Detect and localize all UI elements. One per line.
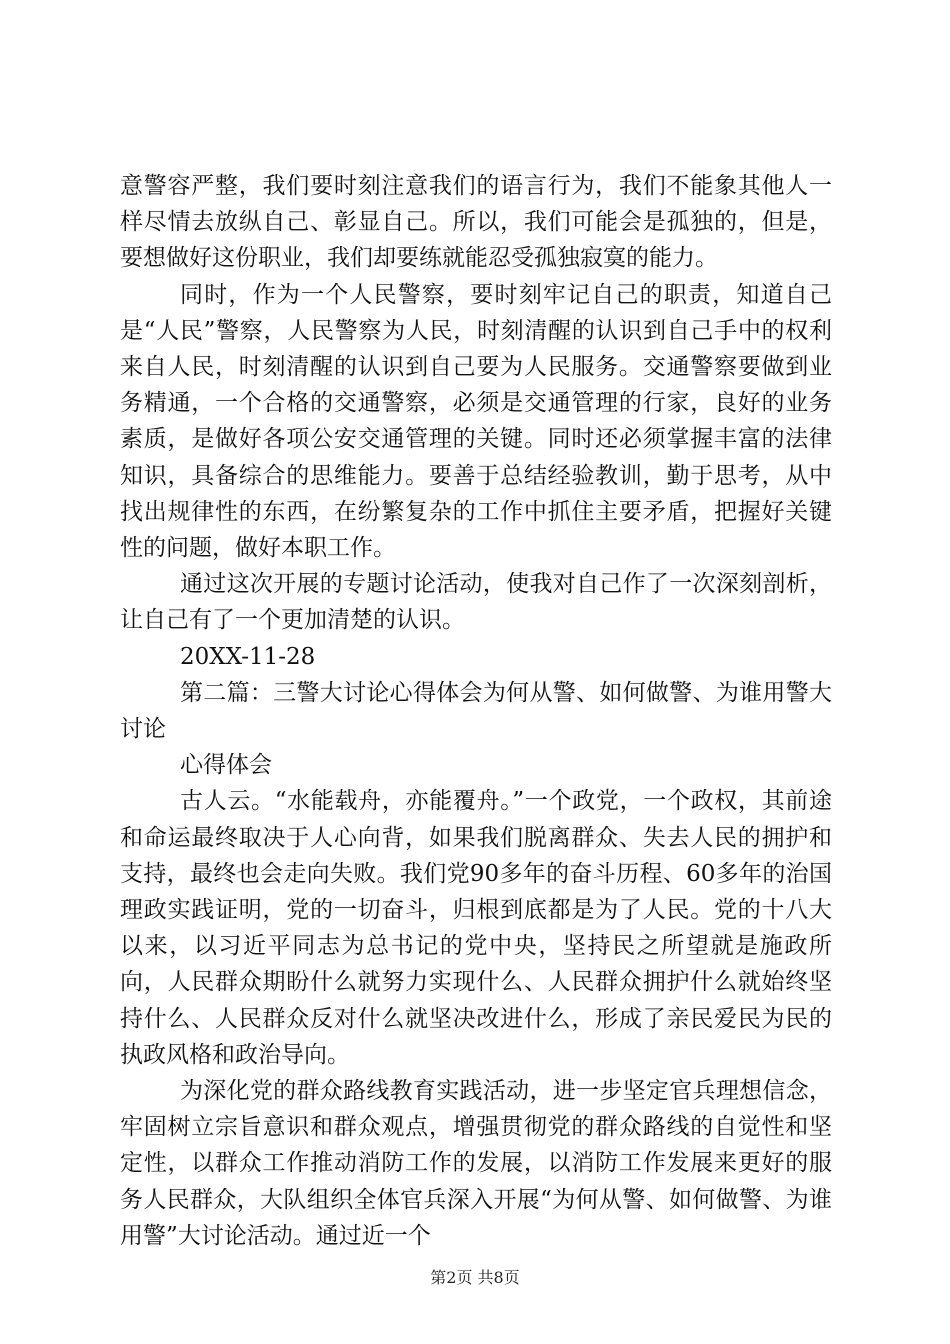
- paragraph-conclusion: 通过这次开展的专题讨论活动，使我对自己作了一次深刻剖析，让自己有了一个更加清楚的认识。: [120, 571, 832, 634]
- date-line: 20XX-11-28: [180, 643, 316, 670]
- paragraph-duty: 同时，作为一个人民警察，要时刻牢记自己的职责，知道自己是“人民”警察，人民警察为人民，时刻清醒的认识到自己手中的权利来自人民，时刻清醒的认识到自己要为人民服务。交通警察要做到业务精通，一个合格的交通警察，必须是交通管理的行家，良好的业务素质，是做好各项公安交通管理的关键。同时还必须掌握丰富的法律知识，具备综合的思维能力。要善于总结经验教训，勤于思考，从中找出规律性的东西，在纷繁复杂的工作中抓住主要矛盾，把握好关键性的问题，做好本职工作。: [120, 281, 832, 562]
- paragraph-activity: 为深化党的群众路线教育实践活动，进一步坚定官兵理想信念，牢固树立宗旨意识和群众观点，增强贯彻党的群众路线的自觉性和坚定性，以群众工作推动消防工作的发展，以消防工作发展来更好的服务人民群众，大队组织全体官兵深入开展“为何从警、如何做警、为谁用警”大讨论活动。通过近一个: [120, 1078, 832, 1249]
- paragraph-continued: 意警容严整，我们要时刻注意我们的语言行为，我们不能象其他人一样尽情去放纵自己、彰显自己。所以，我们可能会是孤独的，但是，要想做好这份职业，我们却要练就能忍受孤独寂寞的能力。: [120, 173, 832, 272]
- second-article-subtitle: 心得体会: [180, 752, 272, 779]
- second-article-title: 第二篇：三警大讨论心得体会为何从警、如何做警、为谁用警大讨论: [120, 679, 832, 743]
- paragraph-ancients: 古人云。“水能载舟，亦能覆舟。”一个政党，一个政权，其前途和命运最终取决于人心向背，如果我们脱离群众、失去人民的拥护和支持，最终也会走向失败。我们党90多年的奋斗历程、60多年的治国理政实践证明，党的一切奋斗，归根到底都是为了人民。党的十八大以来，以习近平同志为总书记的党中央，坚持民之所望就是施政所向，人民群众期盼什么就努力实现什么、人民群众拥护什么就始终坚持什么、人民群众反对什么就坚决改进什么，形成了亲民爱民为民的执政风格和政治导向。: [120, 788, 832, 1068]
- document-body: [120, 168, 832, 1254]
- page-footer: 第2页 共8页: [430, 1268, 520, 1287]
